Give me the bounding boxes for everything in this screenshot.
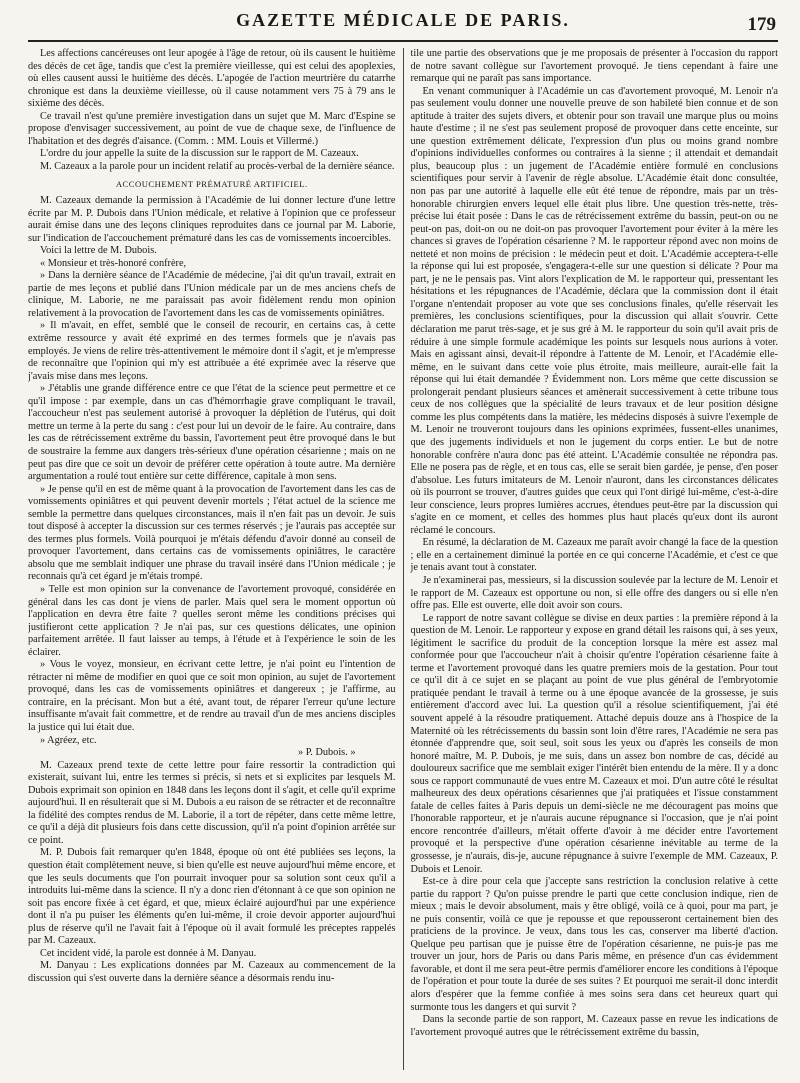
- paragraph: L'ordre du jour appelle la suite de la discussion sur le rapport de M. Cazeaux.: [40, 148, 359, 160]
- paragraph: Dans la seconde partie de son rapport, M. Cazeaux passe en revue les indications de l'avortement provoqué autres que le rétrécissement extrême du bassin,: [410, 1014, 778, 1038]
- letter-salutation: « Monsieur et très-honoré confrère,: [40, 257, 187, 269]
- letter-paragraph: » Il m'avait, en effet, semblé que le conseil de recourir, en certains cas, à cette extrême ressource y avait été exprimé en des termes formels que je n'avais pas employés. Je viens de relire très-attentivement le mémoire dont il s'agit, et je m'empresse de reconnaître que l'opinion qui m'y est attribuée a été exprimée avec la réserve que j'avais mise dans mes leçons.: [28, 320, 396, 382]
- journal-title: GAZETTE MÉDICALE DE PARIS.: [236, 10, 570, 30]
- page-number: 179: [747, 14, 776, 35]
- paragraph: M. Cazeaux prend texte de cette lettre pour faire ressortir la contradiction qui existerait, suivant lui, entre les termes si précis, si nets et si explicites par lesquels M. Dubois exprimait son opinion en 1848 dans les leçons dont il s'agit, et celle qu'il exprime aujourd'hui. Il en résulterait que si M. Dubois a eu raison de se rétracter et de reconnaître la fidélité des comptes rendus de M. Laborie, il a tort de répéter, dans cette même lettre, ce qu'il a déjà dit plusieurs fois dans cette discussion, qu'il n'a point d'opinion arrêtée sur ce point.: [28, 759, 396, 846]
- letter-signature: » P. Dubois. »: [297, 747, 356, 759]
- letter-paragraph: » J'établis une grande différence entre ce que l'état de la science peut permettre et ce qu'il impose : par exemple, dans un cas d'hémorrhagie grave compliquant le travail, l'accoucheur n'est pas seulement autorisé à provoquer la déplétion de l'utérus, qui doit mettre un terme à la perte du sang : c'est pour lui un devoir de le faire. Au contraire, dans les cas de rétrécissement extrême du bassin, l'avortement peut être provoqué dans le but de soustraire la femme aux dangers très-sérieux d'une opération césarienne ; mais on ne peut pas dire que ce soit un devoir de préférer cette opération à toute autre. Ma dernière argumentation a roulé tout entière sur cette différence, capitale à mon sens.: [28, 383, 396, 483]
- paragraph: Voici la lettre de M. Dubois.: [40, 245, 157, 257]
- left-column: [28, 48, 403, 1070]
- paragraph: Je n'examinerai pas, messieurs, si la discussion soulevée par la lecture de M. Lenoir et le rapport de M. Cazeaux est opportune ou non, si elle offre des dangers ou si elle n'en offre pas. Elle est ouverte, elle doit avoir son cours.: [410, 574, 778, 612]
- paragraph: tile une partie des observations que je me proposais de présenter à l'occasion du rapport de notre savant collègue sur l'avortement provoqué. Je tiens cependant à faire une remarque qui ne paraît pas sans importance.: [410, 48, 778, 85]
- section-heading: ACCOUCHEMENT PRÉMATURÉ ARTIFICIEL.: [115, 179, 308, 190]
- paragraph: M. P. Dubois fait remarquer qu'en 1848, époque où ont été publiées ses leçons, la question était complètement neuve, si bien qu'elle est neuve aujourd'hui même encore, et que les seuls documents que l'on pourrait invoquer pour sa solution sont ceux qu'il a introduits lui-même dans la science. Il n'y a donc rien d'étonnant à ce que son opinion ne soit pas encore fixée à cet égard, et que, mieux éclairé aujourd'hui par une expérience dont il n'a pu puiser les éléments qu'en lui-même, il croie devoir apporter aujourd'hui plus de réserve qu'il ne l'avait fait à l'époque où il avait formulé les préceptes rappelés par M. Cazeaux.: [28, 847, 396, 947]
- paragraph: M. Cazeaux a la parole pour un incident relatif au procès-verbal de la dernière séance.: [40, 160, 395, 172]
- letter-paragraph: » Telle est mon opinion sur la convenance de l'avortement provoqué, considérée en général dans les cas dont je viens de parler. Mais quel sera le moment opportun où l'application en devra être faite ? quelles seront même les conditions précises qui justifieront cette application ? Je n'ai pas, sur ces questions délicates, une opinion parfaitement arrêtée. Il faut laisser au temps, à l'étude et à l'expérience le soin de les éclairer.: [28, 583, 396, 658]
- text-columns: [28, 48, 778, 1070]
- letter-closing: » Agréez, etc.: [40, 734, 97, 746]
- letter-paragraph: » Vous le voyez, monsieur, en écrivant cette lettre, je n'ai point eu l'intention de rétracter ni même de modifier en quoi que ce soit mon opinion, au sujet de l'avortement provoqué, dans les cas de vomissements opiniâtres et dangereux ; je l'affirme, au contraire, en la précisant. Mon but a été, avant tout, de réparer l'erreur qu'une lecture insuffisante m'avait fait commettre, et de rendre au travail d'un de mes anciens disciples la justice qui lui était due.: [28, 659, 396, 733]
- paragraph: Est-ce à dire pour cela que j'accepte sans restriction la conclusion relative à cette partie du rapport ? Qu'on puisse prendre le parti que cette conclusion indique, rien de mieux ; mais le devoir absolument, mais y être obligé, voilà ce à quoi, pour ma part, je ne puis consentir, voilà ce que je repousse et que repousseront certainement bien des praticiens de la province. Je veux, dans tous les cas, conserver ma liberté d'action. Quelque peu partisan que je puisse être de l'opération césarienne, ne puis-je pas me trouver un jour, hors de Paris ou dans Paris même, en présence d'un cas évidemment favorable, et dont il me sera peut-être permis d'améliorer encore les conditions à l'époque de l'opération et pour toute la durée de ses suites ? Et pourquoi me serait-il donc interdit alors d'espérer que la femme confiée à mes soins sera dans cet heureux quart qui surmonte tous les dangers et qui survit ?: [410, 876, 778, 1013]
- paragraph: Le rapport de notre savant collègue se divise en deux parties : la première répond à la question de M. Lenoir. Le rapporteur y expose en grand détail les raisons qui, à ses yeux, légitiment le sacrifice du produit de la conception lorsque la mère est assez mal conformée pour que l'accoucheur n'ait à choisir qu'entre l'opération césarienne faite à terme et l'avortement provoqué dans les quatre premiers mois de la gestation. Pour tout ce qu'il dit à ce sujet en se plaçant au point de vue plus général de l'embryotomie pratiquée pendant le travail à terme ou à une époque avancée de la grossesse, je suis entièrement d'accord avec lui. La question qu'il a résolue scientifiquement, j'ai été souvent appelé à la résoudre pratiquement. Attaché depuis douze ans à l'hospice de la Maternité où les rétrécissements du bassin sont loin d'être rares, l'Académie ne sera pas étonnée d'apprendre que, soit seul, soit sous les yeux ou d'après les conseils de mon honoré maître, M. P. Dubois, je me suis, dans un assez bon nombre de cas, décidé au douloureux sacrifice que me semblait exiger l'intérêt bien entendu de la mère. Il y a donc sous ce rapport communauté de vues entre M. Cazeaux et moi. D'un autre côté le résultat malheureux des deux opérations césariennes que j'ai pratiquées et l'issue constamment fatale de celles faites à Paris depuis un demi-siècle ne me découragent pas moins que l'honorable rapporteur, et je n'aurais aucune répugnance si l'occasion, que je n'ai point encore rencontrée d'ailleurs, m'était offerte d'avoir à me décider entre l'avortement provoqué et la perspective d'une opération césarienne inévitable au terme de la grossesse, je n'aurais, dis-je, aucune répugnance à suivre l'exemple de MM. Cazeaux, P. Dubois et Lenoir.: [410, 612, 778, 875]
- right-column: [403, 48, 778, 1070]
- letter-paragraph: » Je pense qu'il en est de même quant à la provocation de l'avortement dans les cas de vomissements opiniâtres et qui peuvent devenir mortels ; l'état actuel de la science me semble la permettre dans quelques circonstances, mais il n'en fait pas un devoir. Je suis tout disposé à accepter la discussion sur ces termes réservés ; je l'aurais pas acceptée sur des termes plus formels. Voilà pourquoi je m'étais défendu d'avoir donné au conseil de provoquer l'avortement, dans certains cas de vomissements opiniâtres, le caractère absolu que me semblait indiquer une phrase du travail inséré dans l'Union médicale ; je reconnais qu'à cet égard je m'étais trompé.: [28, 483, 396, 583]
- paragraph: En venant communiquer à l'Académie un cas d'avortement provoqué, M. Lenoir n'a pas seulement voulu donner une nouvelle preuve de son habileté bien connue et de son aptitude à traiter des sujets divers, et obtenir pour son travail une marque plus ou moins haute d'estime ; il ne s'est pas seulement proposé de provoquer dans cette enceinte, sur une question extrêmement délicate, l'expression d'un plus ou moins grand nombre d'opinions individuelles conformes ou contraires à la sienne ; il attendait et demandait plus, beaucoup plus : un jugement de l'Académie entière formulé en conclusions scientifiques pour servir à l'avenir de règle absolue. L'Académie était donc consultée, non pas par une autorité à laquelle elle eût été tenue de répondre, mais par un très-honorable chirurgien envers lequel elle était plus libre. Une question très-nette, très-précise lui était posée : Dans le cas de rétrécissement extrême du bassin, peut-on ou ne peut-on pas, doit-on ou ne doit-on pas provoquer l'avortement pour éviter à la mère les chances si graves de l'opération césarienne ? M. le rapporteur répond avec non moins de netteté et non moins de précision : le médecin peut et doit. L'Académie acceptera-t-elle la réponse qui lui est proposée, s'engagera-t-elle sur une question si délicate ? Pour ma part, je ne le pensais pas. Vint alors l'explication de M. le rapporteur qui, pressentant les hésitations et les répugnances de l'Académie, déclara que la commission dont il était l'organe n'entendait proposer au vote que ses conclusions finales, qu'elle réservait les premières, les conclusions scientifiques, pour la discussion qui allait s'ouvrir. Cette déclaration me parut très-sage, et je sus gré à M. le rapporteur du soin qu'il avait pris de réduire à une simple formule académique les points sur lesquels nous aurions à voter. Mais en agissant ainsi, devait-il répondre à l'attente de M. Lenoir, et l'Académie elle-même, en le suivant dans cette voie plus étroite, mais meilleure, aurait-elle fait la réponse qui lui était demandée ? Évidemment non. Lors même que cette discussion se prolongerait pendant plusieurs séances et amènerait successivement à cette tribune tous ceux de nos collègues que la spécialité de leurs travaux et de leur position désigne comme les plus compétents dans la matière, les médecins disposés à suivre l'exemple de M. Lenoir ne trouveront toujours dans les opinions exprimées, fussent-elles unanimes, que des jugements individuels et non le jugement du corps entier. Le but de notre honorable confrère n'aura donc pas été atteint. L'Académie consultée ne répondra pas. Elle ne posera pas de règle, et en tous cas, elle se serait bien gardée, je pense, d'en poser d'absolue. Les futurs imitateurs de M. Lenoir n'auront, dans les circonstances délicates où ils pourront se trouver, d'autres guides que ceux qui l'ont dirigé lui-même, c'est-à-dire leur conscience, leurs propres lumières accrues, étendues peut-être par la discussion qui s'agite en ce moment, et celles des hommes plus haut placés qu'eux dont ils auront réclamé le concours.: [410, 85, 778, 536]
- header-rule: [28, 40, 778, 42]
- paragraph: Cet incident vidé, la parole est donnée à M. Danyau.: [40, 947, 257, 959]
- paragraph: En résumé, la déclaration de M. Cazeaux me paraît avoir changé la face de la question ; elle en a certainement diminué la portée en ce qui concerne l'Académie, et c'est ce que je tenais avant tout à constater.: [410, 537, 778, 574]
- paragraph: Ce travail n'est qu'une première investigation dans un sujet que M. Marc d'Espine se propose d'envisager successivement, au point de vue de chaque sexe, de l'influence de l'habitation et des degrés d'aisance. (Comm. : MM. Louis et Villermé.): [28, 110, 396, 147]
- letter-paragraph: » Dans la dernière séance de l'Académie de médecine, j'ai dit qu'un travail, extrait en partie de mes leçons et publié dans l'Union médicale par un de mes anciens chefs de clinique, M. Laborie, ne me paraissait pas avoir fidèlement rendu mon opinion relativement à la provocation de l'avortement dans les cas de vomissements opiniâtres.: [28, 270, 396, 319]
- page-header: [28, 10, 778, 36]
- paragraph: M. Cazeaux demande la permission à l'Académie de lui donner lecture d'une lettre écrite par M. P. Dubois dans l'Union médicale, et relative à l'opinion que ce professeur aurait émise dans une des leçons cliniques reproduites dans ce journal par M. Laborie, sur l'indication de l'accouchement prématuré dans les cas de vomissements incoercibles.: [28, 195, 396, 244]
- paragraph: M. Danyau : Les explications données par M. Cazeaux au commencement de la discussion qui s'est ouverte dans la dernière séance a désormais rendu inu-: [28, 960, 396, 984]
- paragraph: Les affections cancéreuses ont leur apogée à l'âge de retour, où ils causent le huitième des décès de cet âge, tandis que c'est la première vieillesse, qui est celui des apoplexies, où elles causent aussi le huitième des décès. L'apogée de l'action meurtrière du catarrhe chronique est dans la deuxième vieillesse, où il cause notamment vers 75 à 79 ans le sixième des décès.: [28, 48, 396, 110]
